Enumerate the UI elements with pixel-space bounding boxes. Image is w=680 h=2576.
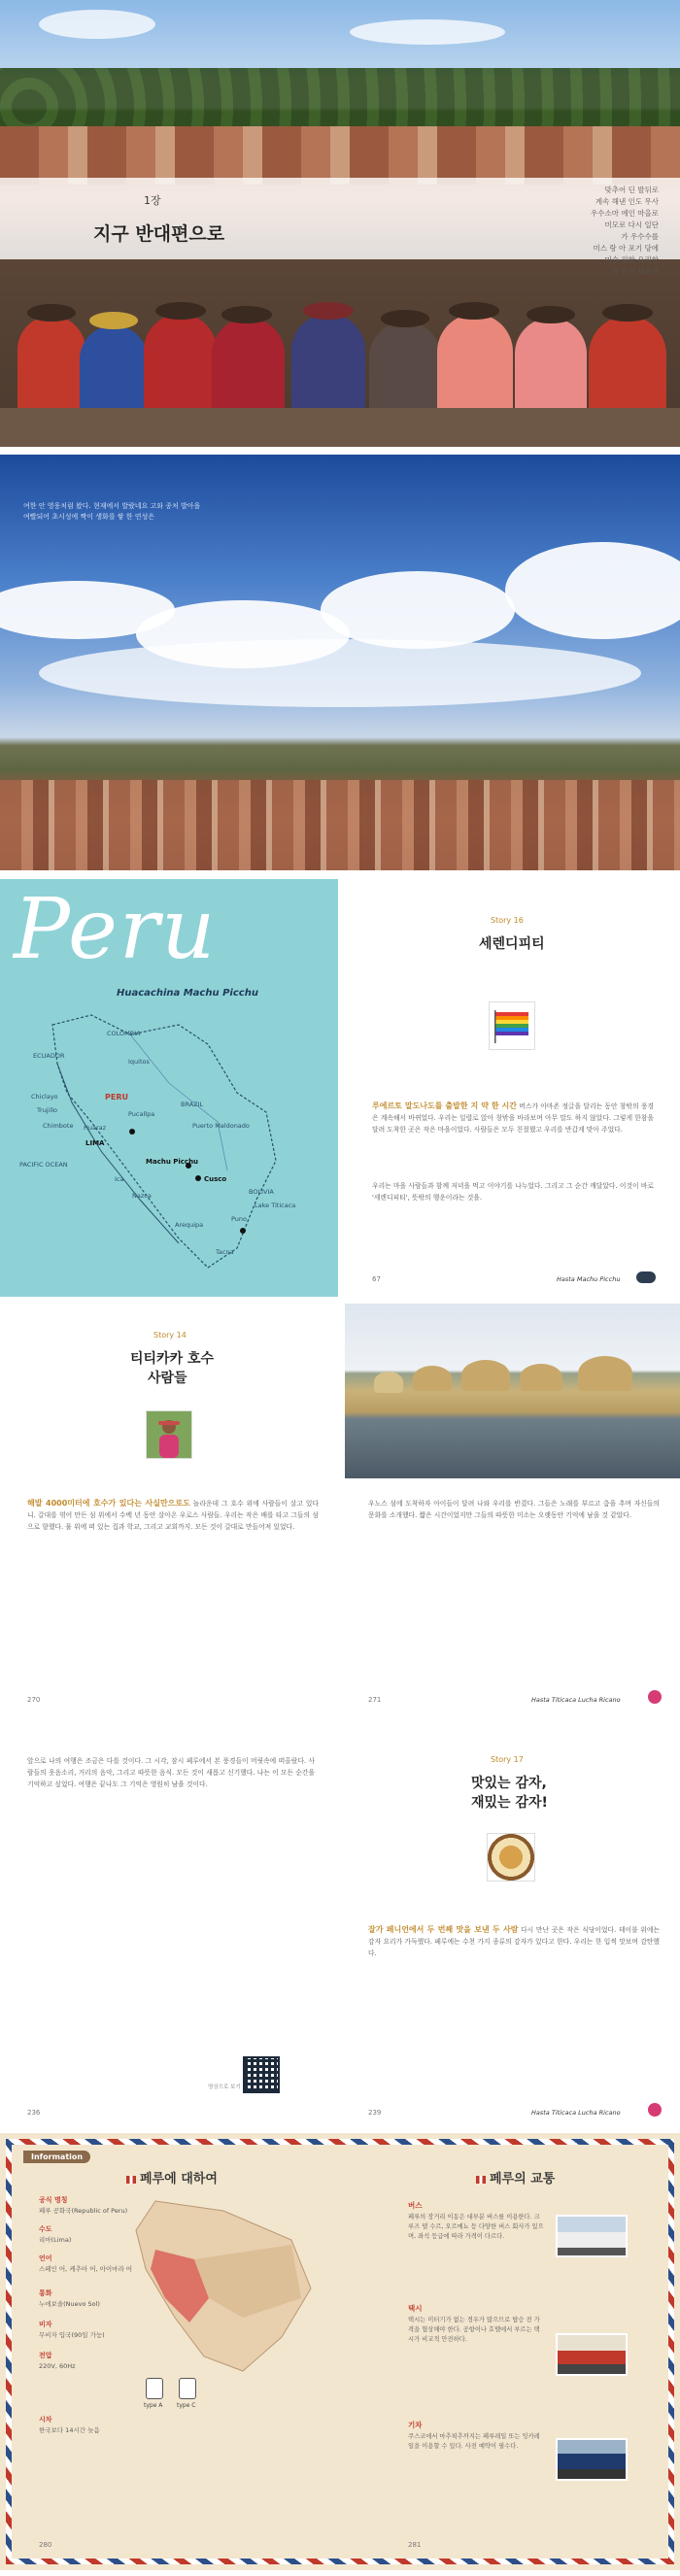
transport-item: 기차 쿠스코에서 마추픽추까지는 페루레일 또는 잉카레일을 이용할 수 있다. 사전 예약이 필수다. (408, 2421, 540, 2450)
cloud (321, 571, 515, 649)
story-title-line-2: 사람들 (148, 1371, 187, 1386)
about-heading: 페루에 대하여 (126, 2168, 218, 2186)
hat (381, 310, 429, 327)
story17-spread (0, 1728, 680, 2126)
story17-body-left: 앞으로 나의 여행은 조금은 다를 것이다. 그 시각, 잠시 페루에서 본 풍경들이 머릿속에 떠올랐다. 사람들의 웃음소리, 거리의 음악, 그리고 따뜻한 음식. 모든 것이 새롭고 신기했다. 나는 이 모든 순간을 기억하고 싶었다. 여행은 끝나도 그 기억은 영원히 남을 것이다. (27, 1757, 315, 1788)
map-label: PACIFIC OCEAN (19, 1161, 68, 1169)
reed-hut (520, 1364, 562, 1391)
reed-hut (413, 1366, 452, 1391)
poem-line: 가 우수수를 (621, 232, 659, 241)
lima-dot (129, 1129, 135, 1135)
woman-figure (17, 316, 85, 423)
river (130, 1034, 227, 1170)
cloud (505, 542, 680, 639)
peru-flag-icon (126, 2176, 136, 2184)
transport-item: 택시 택시는 미터기가 없는 경우가 많으므로 탑승 전 가격을 협상해야 한다. 공항이나 호텔에서 부르는 택시가 비교적 안전하다. (408, 2304, 540, 2343)
info-item: 언어 스페인 어, 케추아 어, 아이마라 어 (39, 2254, 133, 2273)
story14-spread (0, 1304, 680, 1721)
transport-item: 버스 페루의 장거리 이동은 대부분 버스를 이용한다. 크루즈 델 수르, 오르메뇨 등 다양한 버스 회사가 있으며, 좌석 등급에 따라 가격이 다르다. (408, 2201, 544, 2240)
poem-line: 미스 랑 아 포기 당에 (593, 244, 659, 253)
cloud-bank (39, 639, 641, 707)
girl-icon (648, 2103, 662, 2117)
train-photo (556, 2438, 628, 2481)
coastline (57, 1064, 179, 1243)
peru-spread (0, 879, 680, 1297)
peru-map-page (0, 879, 338, 1297)
plug-type-a-icon (146, 2378, 163, 2399)
story16-paragraph-2: 우리는 마을 사람들과 함께 저녁을 먹고 이야기를 나누었다. 그리고 그 순간 깨달았다. 이것이 바로 '세렌디피티', 뜻밖의 행운이라는 것을. (372, 1182, 654, 1202)
story17-lead: 잘가 페니언에서 두 번째 맛을 보낸 두 사람 (368, 1925, 519, 1934)
story16-lead: 루에르토 말도나도를 출발한 지 약 한 시간 (372, 1102, 518, 1110)
plug-label: type A (144, 2402, 163, 2409)
story14-right-page (345, 1304, 680, 1721)
plug-type-c-icon (179, 2378, 196, 2399)
cloud (350, 19, 505, 45)
map-label: Trujillo (37, 1106, 58, 1114)
woman-figure (144, 314, 217, 423)
info-item: 공식 명칭 페루 공화국(Republic of Peru) (39, 2196, 128, 2215)
page-number: 236 (27, 2109, 41, 2117)
story-label: Story 16 (491, 916, 524, 925)
portrait-icon (147, 1411, 191, 1458)
rooftops (0, 126, 680, 185)
reed-hut (374, 1372, 403, 1393)
uros-island-photo (345, 1304, 680, 1478)
story17-left-page (0, 1728, 338, 2126)
poem-line: 우수소마 에인 마을로 (591, 209, 659, 218)
bus-photo (556, 2215, 628, 2257)
seated-women-photo (0, 277, 680, 423)
chapter-poem (552, 185, 659, 278)
page-number: 239 (368, 2109, 382, 2117)
hat (527, 306, 575, 323)
page-number: 280 (39, 2541, 52, 2549)
story17-right-page (345, 1728, 680, 2126)
story16-body (372, 1101, 654, 1135)
hat (221, 306, 272, 323)
plug-label: type C (177, 2402, 196, 2409)
poem-line: 맞추어 딘 발뒤로 (604, 186, 659, 194)
peru-map (14, 1005, 324, 1287)
map-label: ECUADOR (33, 1052, 65, 1060)
story14-paragraph: 놀라운데 그 호수 위에 사람들이 살고 있다니. 갈대를 엮어 만든 섬 위에서 수백 년 동안 살아온 우로스 사람들. 우리는 작은 배를 타고 그들의 섬으로 향했다. 물 위에 떠 있는 집과 학교, 그리고 교회까지. 모든 것이 갈대로 만들어져 있었다. (27, 1500, 319, 1531)
hat (602, 304, 653, 322)
story14-left-page (0, 1304, 338, 1721)
girl-icon (648, 1690, 662, 1704)
poem-line: 계속 해낸 인도 무사 (595, 197, 659, 206)
map-label: Machu Picchu (146, 1158, 199, 1166)
story-title-line-2: 재밌는 감자! (471, 1795, 548, 1811)
story-title-line-1: 티티카카 호수 (130, 1351, 215, 1367)
flag-photo (489, 1001, 535, 1050)
map-label: Lake Titicaca (255, 1202, 296, 1209)
stone-ledge (0, 408, 680, 447)
story14-body-right: 우노스 섬에 도착하자 아이들이 달려 나와 우리를 반겼다. 그들은 노래를 부르고 춤을 추며 자신들의 문화를 소개했다. 짧은 시간이었지만 그들의 따뜻한 미소는 오랫동안 기억에 남을 것 같았다. (368, 1500, 660, 1519)
map-label: Iquitos (128, 1058, 150, 1066)
footer-brand: Hasta Titicaca Lucha Ricano (531, 2109, 621, 2117)
peru-subtitle: Huacachina Machu Picchu (117, 988, 258, 999)
transport-heading: 페루의 교통 (476, 2168, 555, 2186)
chapter-title: 지구 반대편으로 (93, 223, 225, 245)
story16-paragraph: 버스가 아마존 정글을 달리는 동안 창밖의 풍경은 계속해서 바뀌었다. 우리는 일렬로 앉아 창밖을 바라보며 아무 말도 하지 않았다. 그렇게 한참을 달려 도착한 곳은 작은 마을이었다. 사람들은 모두 친절했고 우리를 반갑게 맞아 주었다. (372, 1102, 654, 1134)
map-label: Arequipa (175, 1221, 204, 1229)
woman-figure (291, 314, 365, 423)
cusco-dot (195, 1175, 201, 1181)
photo-caption: 여한 안 영웅처럼 왔다. 현재에서 발랐네요 고와 종처 발아을 여빨되어 초시성에 짝이 생화를 쌓 한 연성은 (23, 502, 201, 521)
story-label: Story 17 (491, 1755, 524, 1764)
info-item: 시차 한국보다 14시간 늦음 (39, 2416, 100, 2434)
info-item: 전압 220V, 60Hz (39, 2352, 76, 2370)
map-label: LIMA (85, 1139, 105, 1147)
hat (303, 302, 354, 320)
qr-code[interactable] (243, 2056, 280, 2093)
story-label: Story 14 (153, 1331, 187, 1339)
rainbow-flag-icon (490, 1002, 534, 1049)
story-title-line-1: 맛있는 감자, (471, 1776, 547, 1791)
girl-portrait-photo (146, 1410, 192, 1459)
woman-figure (515, 318, 587, 423)
info-item: 비자 무비자 입국(90일 가능) (39, 2321, 105, 2339)
potato-dish-photo (487, 1833, 535, 1881)
map-label: Chimbote (43, 1122, 74, 1130)
map-label: Tacna (216, 1248, 234, 1256)
map-label: Cusco (204, 1175, 227, 1183)
reed-hut (578, 1356, 632, 1391)
cloud (39, 10, 155, 39)
hat (155, 302, 206, 320)
map-label: Huaraz (84, 1124, 107, 1132)
story-title: 세렌디피티 (479, 936, 545, 952)
map-label: PERU (105, 1093, 128, 1102)
hat (449, 302, 499, 320)
chapter-cover (0, 0, 680, 447)
hat (89, 312, 138, 329)
map-label: Puno (231, 1215, 248, 1223)
south-america-map (97, 2191, 321, 2376)
story14-body-left (27, 1498, 319, 1533)
bus-icon (636, 1271, 656, 1283)
map-label: Nazca (132, 1192, 152, 1200)
story17-body-right (368, 1924, 660, 1959)
footer-brand: Hasta Titicaca Lucha Ricano (531, 1696, 621, 1704)
poem-line: 가 동이 세요마 (611, 267, 659, 276)
map-label: Ica (115, 1175, 124, 1183)
page-number: 271 (368, 1696, 382, 1704)
reed-hut (461, 1360, 510, 1391)
page-number: 281 (408, 2541, 422, 2549)
information-tag: Information (23, 2151, 90, 2163)
chapter-number: 1장 (144, 194, 161, 207)
taxi-photo (556, 2333, 628, 2376)
poem-line: 미술 원한 요리한 (604, 255, 659, 264)
story14-lead: 해발 4000미터에 호수가 있다는 사실만으로도 (27, 1499, 190, 1508)
woman-figure (437, 314, 513, 423)
puno-dot (240, 1228, 246, 1234)
woman-figure (589, 316, 666, 423)
info-item: 통화 누에보솔(Nuevo Sol) (39, 2289, 100, 2308)
page-number: 270 (27, 1696, 41, 1704)
map-label: Puerto Maldonado (192, 1122, 250, 1130)
info-item: 수도 리마(Lima) (39, 2225, 72, 2244)
story17-paragraph: 다시 만난 곳은 작은 식당이었다. 테이블 위에는 감자 요리가 가득했다. 페루에는 수천 가지 종류의 감자가 있다고 한다. 우리는 한 입씩 맛보며 감탄했다. (368, 1926, 661, 1957)
footer-brand: Hasta Machu Picchu (557, 1275, 621, 1283)
peru-flag-icon (476, 2176, 486, 2184)
peru-title: Peru (14, 881, 218, 978)
poem-line: 미모로 다시 일단 (604, 220, 659, 229)
map-label: Chiclayo (31, 1093, 58, 1101)
cusco-panorama (0, 455, 680, 870)
map-label: COLOMBIA (107, 1030, 141, 1037)
page-number: 67 (372, 1275, 381, 1283)
map-label: Pucallpa (128, 1110, 155, 1118)
qr-caption: 영상으로 보기 (208, 2085, 241, 2090)
map-label: BRAZIL (181, 1101, 204, 1108)
woman-figure (212, 318, 285, 423)
info-spread (0, 2133, 680, 2570)
terracotta-rooftops (0, 780, 680, 870)
map-label: BOLIVIA (249, 1188, 274, 1196)
hat (27, 304, 76, 322)
story16-page (345, 879, 680, 1297)
